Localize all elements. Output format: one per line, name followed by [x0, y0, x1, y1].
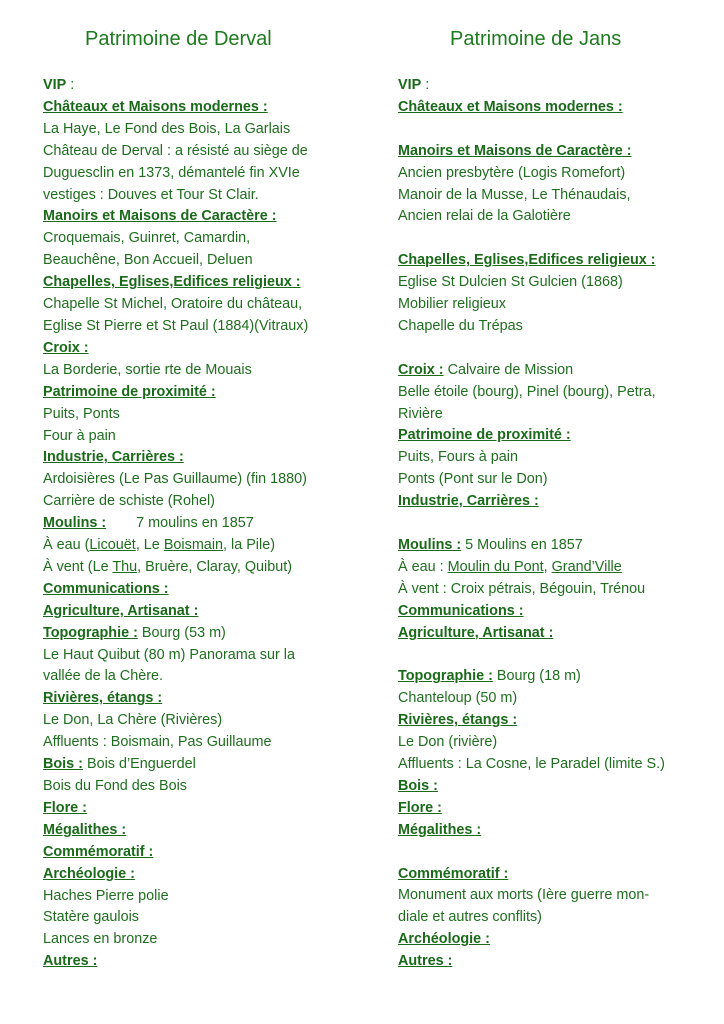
- spacer: [398, 119, 708, 141]
- vip-label: VIP: [398, 77, 422, 93]
- vip-colon: :: [421, 77, 430, 93]
- rivieres-line: Le Don, La Chère (Rivières): [43, 712, 223, 729]
- proximite-line: Four à pain: [43, 427, 116, 444]
- chateaux-heading: Châteaux et Maisons modernes :: [398, 98, 623, 115]
- autres-heading: Autres :: [398, 953, 453, 970]
- eau-link-grandville: Grand’Ville: [551, 558, 622, 575]
- chapelles-line: Eglise St Dulcien St Gulcien (1868): [398, 274, 623, 291]
- chateaux-line: La Haye, Le Fond des Bois, La Garlais: [43, 120, 291, 137]
- proximite-line: Ponts (Pont sur le Don): [398, 471, 548, 488]
- chapelles-line: Eglise St Pierre et St Paul (1884)(Vitraux): [43, 317, 309, 334]
- topographie-line: vallée de la Chère.: [43, 668, 163, 685]
- croix-heading: Croix :: [398, 361, 444, 378]
- industrie-heading: Industrie, Carrières :: [398, 493, 539, 510]
- chapelles-line: Chapelle du Trépas: [398, 317, 523, 334]
- croix-text: Calvaire de Mission: [443, 361, 574, 378]
- commemoratif-heading: Commémoratif :: [398, 865, 509, 882]
- manoirs-line: Croquemais, Guinret, Camardin,: [43, 230, 251, 247]
- topographie-text: Bourg (53 m): [137, 624, 226, 641]
- commemoratif-heading: Commémoratif :: [43, 843, 154, 860]
- moulins-heading: Moulins :: [43, 515, 107, 532]
- vip-row: [43, 75, 363, 97]
- eau-mid: , Le: [135, 537, 164, 554]
- topographie-text: Bourg (18 m): [492, 668, 581, 685]
- flore-heading: Flore :: [43, 799, 87, 816]
- rivieres-line: Affluents : Boismain, Pas Guillaume: [43, 734, 272, 751]
- proximite-line: Puits, Ponts: [43, 405, 120, 422]
- chateaux-line: vestiges : Douves et Tour St Clair.: [43, 186, 259, 203]
- manoirs-line: Ancien presbytère (Logis Romefort): [398, 164, 626, 181]
- right-title: Patrimoine de Jans: [450, 28, 622, 50]
- manoirs-heading: Manoirs et Maisons de Caractère :: [43, 208, 277, 225]
- commemoratif-line: Monument aux morts (Ière guerre mon-: [398, 887, 650, 904]
- proximite-line: Puits, Fours à pain: [398, 449, 518, 466]
- communications-heading: Communications :: [398, 602, 524, 619]
- chapelles-line: Chapelle St Michel, Oratoire du château,: [43, 296, 303, 313]
- topographie-line: Le Haut Quibut (80 m) Panorama sur la: [43, 646, 295, 663]
- vent-link-thu: Thu: [112, 558, 138, 575]
- proximite-heading: Patrimoine de proximité :: [398, 427, 571, 444]
- manoirs-line: Beauchêne, Bon Accueil, Deluen: [43, 252, 253, 269]
- croix-line: La Borderie, sortie rte de Mouais: [43, 361, 252, 378]
- rivieres-line: Affluents : La Cosne, le Paradel (limite S.): [398, 756, 665, 773]
- moulins-heading: Moulins :: [398, 536, 462, 553]
- chateaux-line: Château de Derval : a résisté au siège de: [43, 142, 308, 159]
- vip-colon: :: [66, 77, 75, 93]
- croix-line: Rivière: [398, 405, 443, 422]
- bois-heading: Bois :: [43, 756, 83, 773]
- vip-label: VIP: [43, 77, 67, 93]
- archeologie-line: Statère gaulois: [43, 909, 139, 926]
- spacer: [398, 842, 708, 864]
- proximite-heading: Patrimoine de proximité :: [43, 383, 216, 400]
- vent-prefix: À vent (Le: [43, 558, 113, 575]
- moulins-text: 5 Moulins en 1857: [461, 536, 583, 553]
- eau-prefix: À eau :: [398, 558, 448, 575]
- bois-heading: Bois :: [398, 777, 438, 794]
- rivieres-line: Le Don (rivière): [398, 734, 498, 751]
- bois-line: Bois du Fond des Bois: [43, 778, 187, 794]
- right-content: [398, 75, 708, 973]
- croix-line: Belle étoile (bourg), Pinel (bourg), Petra,: [398, 383, 656, 400]
- industrie-line: Carrière de schiste (Rohel): [43, 493, 215, 510]
- bois-text: Bois d’Enguerdel: [82, 756, 196, 773]
- moulins-vent-line: À vent : Croix pétrais, Bégouin, Trénou: [398, 580, 646, 597]
- spacer: [398, 513, 708, 535]
- chapelles-line: Mobilier religieux: [398, 296, 506, 313]
- industrie-heading: Industrie, Carrières :: [43, 449, 184, 466]
- topographie-line: Chanteloup (50 m): [398, 690, 518, 707]
- rivieres-heading: Rivières, étangs :: [43, 690, 163, 707]
- manoirs-heading: Manoirs et Maisons de Caractère :: [398, 142, 632, 159]
- spacer: [398, 338, 708, 360]
- spacer: [398, 645, 708, 667]
- communications-heading: Communications :: [43, 580, 169, 597]
- eau-link-moulin-du-pont: Moulin du Pont: [447, 558, 544, 575]
- archeologie-heading: Archéologie :: [43, 865, 135, 882]
- moulins-text: 7 moulins en 1857: [136, 515, 254, 532]
- eau-link-licouet: Licouët: [89, 537, 136, 554]
- moulins-eau-line: [43, 535, 363, 557]
- flore-heading: Flore :: [398, 799, 442, 816]
- left-content: [43, 75, 363, 973]
- vip-row: [398, 75, 708, 97]
- croix-heading: Croix :: [43, 339, 89, 356]
- left-title: Patrimoine de Derval: [85, 28, 272, 50]
- agriculture-heading: Agriculture, Artisanat :: [398, 624, 554, 641]
- manoirs-line: Ancien relai de la Galotière: [398, 208, 571, 225]
- archeologie-line: Lances en bronze: [43, 931, 158, 948]
- megalithes-heading: Mégalithes :: [398, 821, 482, 838]
- spacer: [398, 228, 708, 250]
- megalithes-heading: Mégalithes :: [43, 821, 127, 838]
- rivieres-heading: Rivières, étangs :: [398, 712, 518, 729]
- chapelles-heading: Chapelles, Eglises,Edifices religieux :: [43, 274, 301, 291]
- chateaux-heading: Châteaux et Maisons modernes :: [43, 98, 268, 115]
- commemoratif-line: diale et autres conflits): [398, 909, 542, 926]
- moulins-eau-line: [398, 557, 708, 579]
- manoirs-line: Manoir de la Musse, Le Thénaudais,: [398, 186, 631, 203]
- archeologie-heading: Archéologie :: [398, 931, 490, 948]
- moulins-vent-line: [43, 557, 363, 579]
- chateaux-line: Duguesclin en 1373, démantelé fin XVIe: [43, 164, 300, 181]
- eau-suffix: , la Pile): [223, 537, 275, 554]
- vent-suffix: , Bruère, Claray, Quibut): [137, 558, 293, 575]
- eau-link-boismain: Boismain: [163, 537, 224, 554]
- chapelles-heading: Chapelles, Eglises,Edifices religieux :: [398, 252, 656, 269]
- eau-prefix: À eau (: [43, 537, 90, 554]
- topographie-heading: Topographie :: [398, 668, 493, 685]
- agriculture-heading: Agriculture, Artisanat :: [43, 602, 199, 619]
- archeologie-line: Haches Pierre polie: [43, 887, 169, 904]
- topographie-heading: Topographie :: [43, 624, 138, 641]
- industrie-line: Ardoisières (Le Pas Guillaume) (fin 1880): [43, 471, 307, 488]
- eau-mid: ,: [543, 558, 552, 575]
- autres-heading: Autres :: [43, 953, 98, 970]
